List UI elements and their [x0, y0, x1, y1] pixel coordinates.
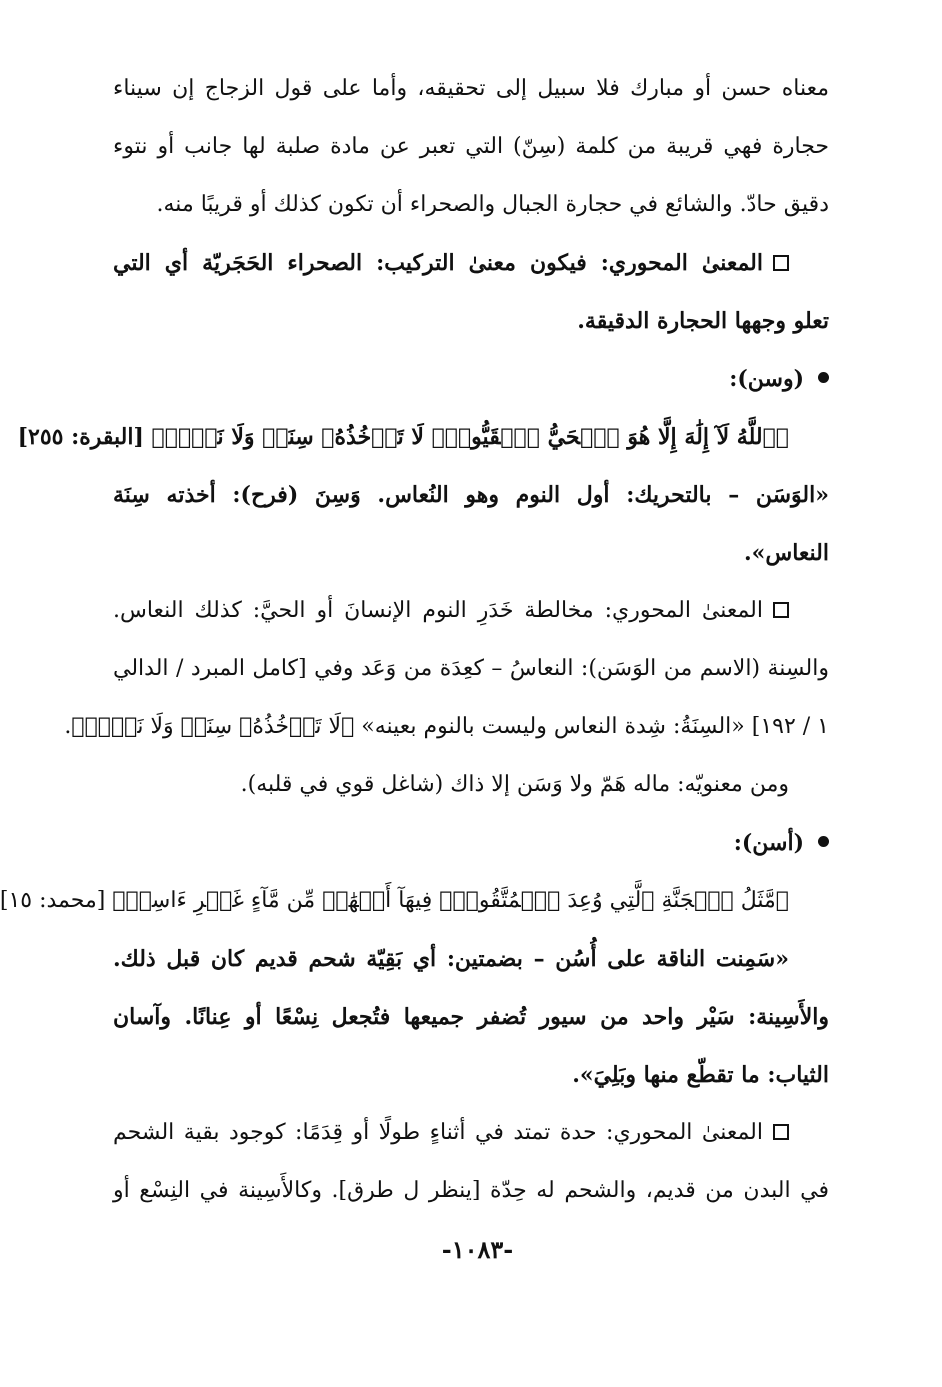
- text-line-1: معناه حسن أو مبارك فلا سبيل إلى تحقيقه، وأما على قول الزجاج إن سيناء: [113, 76, 830, 101]
- entry-heading-wasan-text: (وسن):: [729, 366, 804, 392]
- square-bullet-icon: [773, 602, 789, 618]
- text-line-13: ومن معنويّه: ماله هَمّ ولا وَسَن إلا ذاك (شاغل قوي في قلبه).: [240, 772, 789, 797]
- round-bullet-icon: [818, 372, 829, 383]
- text-line-20: في البدن من قديم، والشحم له حِدّة [ينظر ل طرق]. وكالأَسِينة في النِسْع أو: [113, 1178, 829, 1203]
- square-bullet-icon: [773, 255, 789, 271]
- text-line-8: «الوَسَن – بالتحريك: أول النوم وهو النُعاس. وَسِنَ (فرح): أخذته سِنَة: [113, 482, 829, 508]
- square-bullet-icon: [773, 1124, 789, 1140]
- pivotal-meaning-paragraph-2: [113, 582, 829, 640]
- round-bullet-icon: [818, 836, 829, 847]
- text-line-5: تعلو وجهها الحجارة الدقيقة.: [577, 308, 829, 334]
- quran-verse-1: ﴿ٱللَّهُ لَآ إِلَٰهَ إِلَّا هُوَ ٱلۡحَيُّ ٱلۡقَيُّومُۚ لَا تَأۡخُذُهُۥ سِنَةٞ وَلَا نَوۡمٞ﴾ [البقرة: ٢٥٥]: [17, 424, 789, 450]
- text-line-17: والأَسِينة: سَيْر واحد من سيور تُضفر جميعها فتُجعل نِسْعًا أو عِنانًا. وآسان: [113, 1004, 829, 1030]
- pivotal-meaning-text-3: المعنىٰ المحوري: حدة تمتد في أثناءٍ طولًا أو قِدَمًا: كوجود بقية الشحم: [113, 1120, 763, 1145]
- pivotal-meaning-paragraph-1: [113, 234, 829, 292]
- text-line-12: ١ / ١٩٢] «السِنَةُ: شِدة النعاس وليست بالنوم بعينه» ﴿لَا تَأۡخُذُهُۥ سِنَةٞ وَلَا نَوۡمٞ﴾.: [64, 714, 829, 739]
- page-number: -١٠٨٣-: [441, 1235, 514, 1264]
- pivotal-meaning-text-1: المعنىٰ المحوري: فيكون معنىٰ التركيب: الصحراء الحَجَريّة أي التي: [113, 250, 763, 276]
- text-line-3: دقيق حادّ. والشائع في حجارة الجبال والصحراء أن تكون كذلك أو قريبًا منه.: [156, 192, 829, 217]
- text-line-9: النعاس».: [743, 540, 829, 566]
- entry-heading-asan: [113, 814, 829, 872]
- text-line-11: والسِنة (الاسم من الوَسَن): النعاسُ – كعِدَة من وَعَد وفي [كامل المبرد / الدالي: [113, 656, 829, 681]
- entry-heading-asan-text: (أسن):: [733, 830, 804, 856]
- page-body: [0, 60, 830, 1220]
- entry-heading-wasan: [113, 350, 829, 408]
- text-line-2: حجارة فهي قريبة من كلمة (سِنّ) التي تعبر عن مادة صلبة لها جانب أو نتوء: [113, 134, 829, 159]
- text-line-18: الثياب: ما تقطّع منها وبَلِيَ».: [572, 1062, 829, 1088]
- pivotal-meaning-paragraph-3: [113, 1104, 829, 1162]
- quran-verse-2: ﴿مَّثَلُ ٱلۡجَنَّةِ ٱلَّتِي وُعِدَ ٱلۡمُتَّقُونَۖ فِيهَآ أَنۡهَٰرٞ مِّن مَّآءٍ غَيۡرِ ءَاسِنٖ﴾ [محمد: ١٥]: [0, 888, 789, 913]
- pivotal-meaning-text-2: المعنىٰ المحوري: مخالطة خَدَرِ النوم الإنسانَ أو الحيَّ: كذلك النعاس.: [113, 598, 763, 623]
- text-line-16: «سَمِنت الناقة على أُسُن – بضمتين: أي بَقِيّة شحم قديم كان قبل ذلك.: [113, 946, 789, 972]
